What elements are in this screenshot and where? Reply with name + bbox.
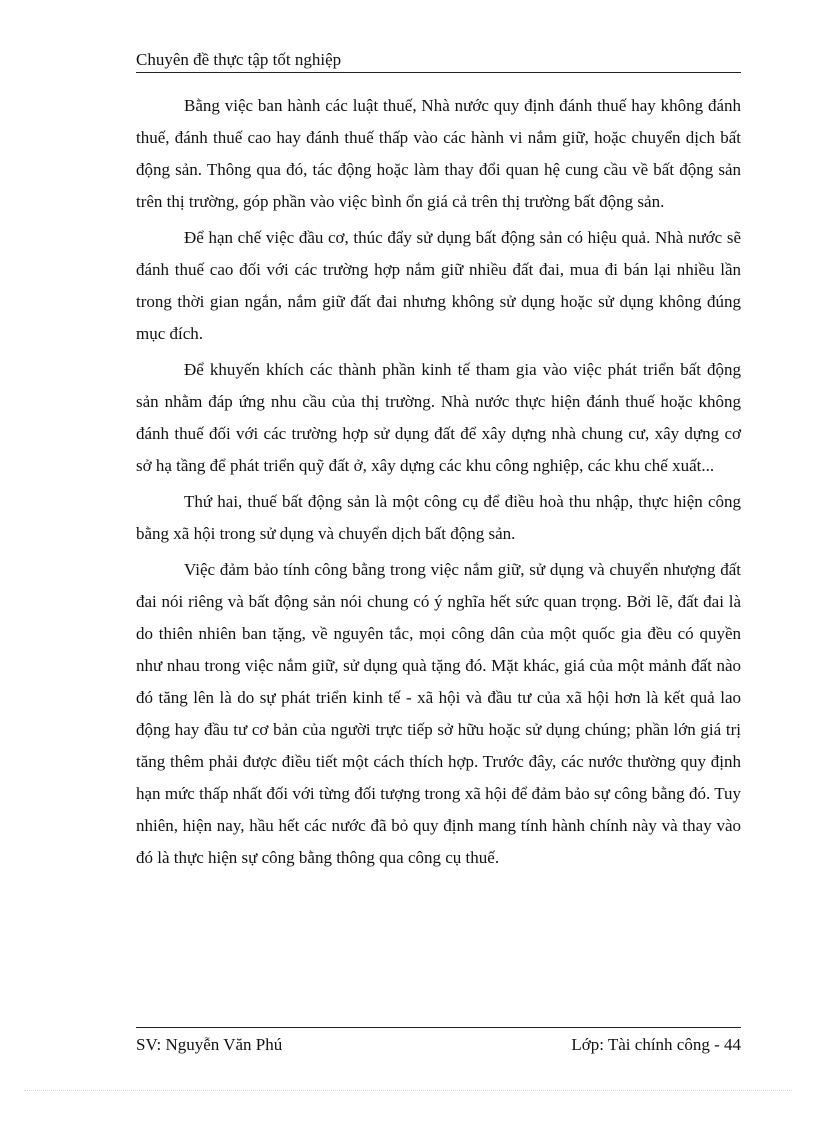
document-body (136, 90, 741, 878)
paragraph-1: Bằng việc ban hành các luật thuế, Nhà nước quy định đánh thuế hay không đánh thuế, đánh thuế cao hay đánh thuế thấp vào các hành vi nắm giữ, hoặc chuyển dịch bất động sản. Thông qua đó, tác động hoặc làm thay đổi quan hệ cung cầu về bất động sản trên thị trường, góp phần vào việc bình ổn giá cả trên thị trường bất động sản. (136, 96, 741, 211)
header-title: Chuyên đề thực tập tốt nghiệp (136, 50, 342, 69)
paragraph-4: Thứ hai, thuế bất động sản là một công cụ để điều hoà thu nhập, thực hiện công bằng xã hội trong sử dụng và chuyển dịch bất động sản. (136, 492, 741, 543)
page-edge-divider (24, 1090, 792, 1092)
page-header (136, 48, 741, 73)
footer-class-page: Lớp: Tài chính công - 44 (571, 1035, 741, 1054)
page-footer (136, 1027, 741, 1062)
paragraph-2: Để hạn chế việc đầu cơ, thúc đẩy sử dụng bất động sản có hiệu quả. Nhà nước sẽ đánh thuế cao đối với các trường hợp nắm giữ nhiều đất đai, mua đi bán lại nhiều lần trong thời gian ngắn, nắm giữ đất đai nhưng không sử dụng hoặc sử dụng không đúng mục đích. (136, 228, 741, 343)
paragraph-5: Việc đảm bảo tính công bằng trong việc nắm giữ, sử dụng và chuyển nhượng đất đai nói riêng và bất động sản nói chung có ý nghĩa hết sức quan trọng. Bởi lẽ, đất đai là do thiên nhiên ban tặng, về nguyên tắc, mọi công dân của một quốc gia đều có quyền như nhau trong việc nắm giữ, sử dụng quà tặng đó. Mặt khác, giá của một mảnh đất nào đó tăng lên là do sự phát triển kinh tế - xã hội và đầu tư của xã hội hơn là kết quả lao động hay đầu tư cơ bản của người trực tiếp sở hữu hoặc sử dụng chúng; phần lớn giá trị tăng thêm phải được điều tiết một cách thích hợp. Trước đây, các nước thường quy định hạn mức thấp nhất đối với từng đối tượng trong xã hội để đảm bảo sự công bằng đó. Tuy nhiên, hiện nay, hầu hết các nước đã bỏ quy định mang tính hành chính này và thay vào đó là thực hiện sự công bằng thông qua công cụ thuế. (136, 560, 741, 867)
paragraph-3: Để khuyến khích các thành phần kinh tế tham gia vào việc phát triển bất động sản nhằm đáp ứng nhu cầu của thị trường. Nhà nước thực hiện đánh thuế hoặc không đánh thuế đối với các trường hợp sử dụng đất để xây dựng nhà chung cư, xây dựng cơ sở hạ tầng để phát triển quỹ đất ở, xây dựng các khu công nghiệp, các khu chế xuất... (136, 360, 741, 475)
footer-student-name: SV: Nguyễn Văn Phú (136, 1035, 283, 1054)
